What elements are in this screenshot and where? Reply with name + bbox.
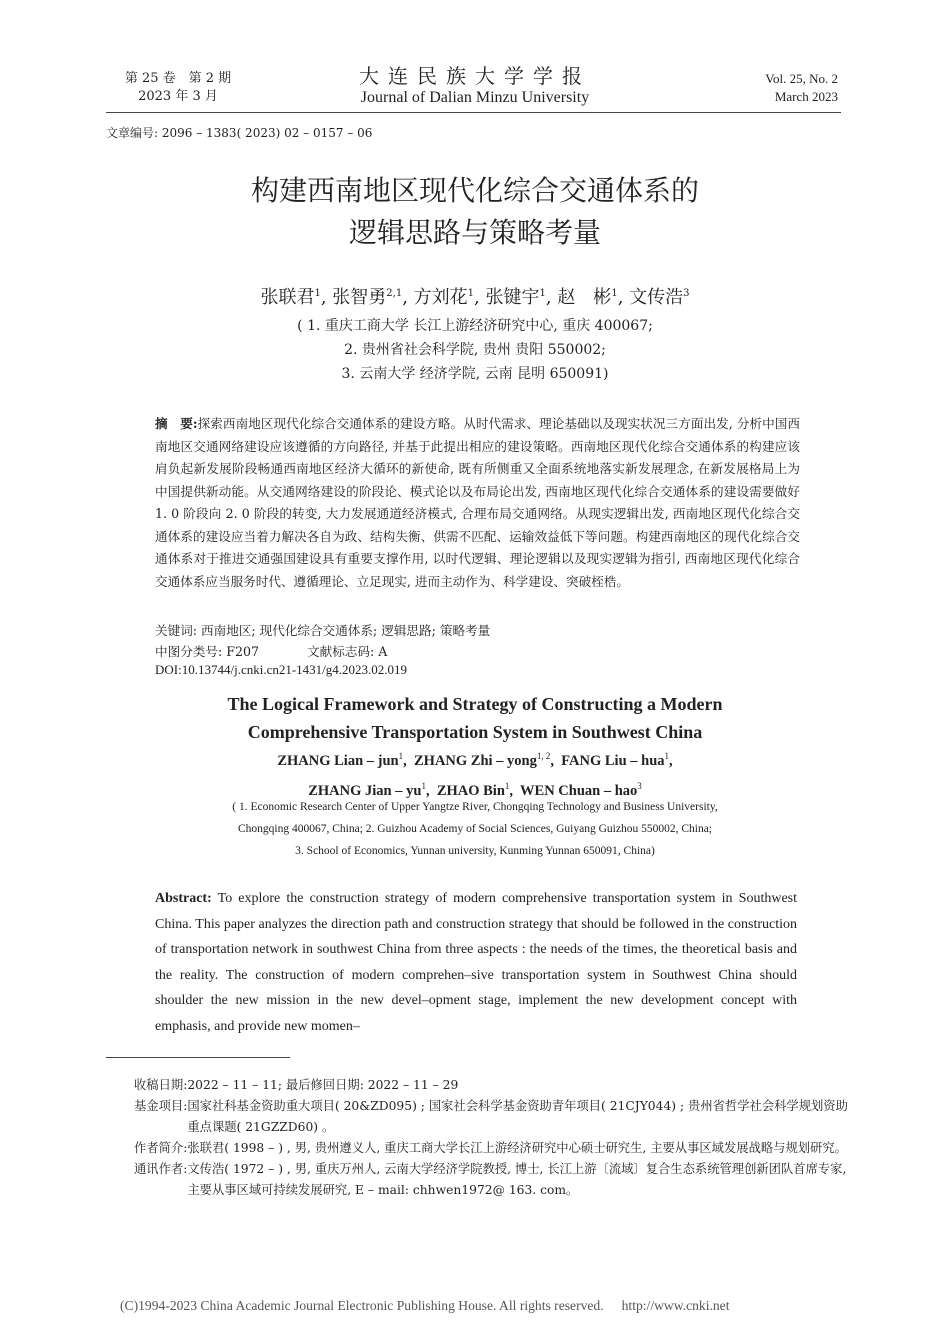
footnote-funding	[134, 1096, 849, 1138]
date-en: March 2023	[774, 89, 838, 104]
author-affil-mark: 1	[539, 288, 546, 299]
footnote-corresponding-author	[134, 1159, 849, 1201]
affiliation-line: 3. 云南大学 经济学院, 云南 昆明 650091)	[341, 366, 609, 382]
author-affil-mark: 3	[683, 288, 690, 299]
author-name: 方刘花	[413, 287, 468, 308]
issue-en: Vol. 25, No. 2	[765, 71, 838, 86]
author-affil-mark: 1	[611, 288, 618, 299]
paper-title-cn	[100, 170, 850, 254]
copyright-text: (C)1994-2023 China Academic Journal Electronic Publishing House. All rights reserved.	[120, 1298, 604, 1313]
author-name: 文传浩	[629, 287, 684, 308]
footnote-key: 通讯作者:	[134, 1162, 188, 1176]
author-name-en: ZHANG Lian – jun	[277, 752, 399, 769]
footnote-value: 张联君( 1998 – ) , 男, 贵州遵义人, 重庆工商大学长江上游经济研究中心硕士研究生, 主要从事区域发展战略与规划研究。	[187, 1141, 847, 1155]
classification-line	[155, 641, 387, 662]
author-name-en: ZHAO Bin	[436, 782, 505, 799]
header-journal	[310, 64, 640, 108]
abstract-en-text: To explore the construction strategy of modern comprehensive transportation system in Southwest China. This paper analyzes the direction path and construction strategy that should be followed in the construction of transportation network in southwest China from three aspects : the needs of the times, the theoretical basis and the reality. The construction of modern comprehen–sive transportation system in Southwest China should shoulder the new mission in the new devel–opment stage, implement the new development concept with emphasis, and provide new momen–	[155, 891, 797, 1034]
author-affil-mark: 1	[314, 288, 321, 299]
footnote-received	[134, 1075, 849, 1096]
abstract-cn-label: 摘 要:	[155, 416, 198, 431]
title-line-2: 逻辑思路与策略考量	[348, 216, 601, 249]
keywords-cn: 关键词: 西南地区; 现代化综合交通体系; 逻辑思路; 策略考量	[155, 623, 491, 638]
abstract-en-label: Abstract:	[155, 891, 212, 906]
footnotes	[134, 1075, 849, 1201]
title-line-1: 构建西南地区现代化综合交通体系的	[250, 174, 699, 207]
affiliations-en	[120, 796, 830, 862]
article-number: 文章编号: 2096 – 1383( 2023) 02 – 0157 – 06	[106, 126, 373, 140]
en-title-line-2: Comprehensive Transportation System in Southwest China	[247, 722, 703, 742]
copyright-url[interactable]: http://www.cnki.net	[621, 1298, 730, 1313]
footnote-rule	[106, 1057, 290, 1058]
en-title-line-1: The Logical Framework and Strategy of Constructing a Modern	[227, 694, 723, 714]
author-affil-mark: 2,1	[386, 288, 403, 299]
affiliation-line: ( 1. 重庆工商大学 长江上游经济研究中心, 重庆 400067;	[297, 318, 653, 334]
author-list-cn: 张联君$^1$, 张智勇$^{2,1}$, 方刘花$^1$, 张键宇$^1$, 赵 彬$^1$, 文传浩$^3$	[260, 287, 690, 308]
author-list-en: ZHANG Lian – jun$^1$, ZHANG Zhi – yong$^{1, 2}$, FANG Liu – hua$^1$, ZHANG Jian – $yu^1$, ZHAO Bin$^1$, WEN Chuan – hao$^3$	[277, 751, 673, 799]
author-name: 张联君	[260, 287, 315, 308]
abstract-cn-text: 探索西南地区现代化综合交通体系的建设方略。从时代需求、理论基础以及现实状况三方面出发, 分析中国西南地区交通网络建设应该遵循的方向路径, 并基于此提出相应的建设策略。西南地区现代化综合交通体系的构建应该肩负起新发展阶段畅通西南地区经济大循环的新使命, 既有所侧重又全面系统地落实新发展理念, 在新发展格局上为中国提供新动能。从交通网络建设的阶段论、模式论以及布局论出发, 西南地区现代化综合交通体系的建设需要做好 1. 0 阶段向 2. 0 阶段的转变, 大力发展通道经济模式, 合理布局交通网络。从现实逻辑出发, 西南地区现代化综合交通体系的建设应当着力解决各自为政、结构失衡、供需不匹配、运输效益低下等问题。构建西南地区的现代化综合交通体系对于推进交通强国建设具有重要支撑作用, 以时代逻辑、理论逻辑以及现实逻辑为指引, 西南地区现代化综合交通体系应当服务时代、遵循理论、立足现实, 进而主动作为、科学建设、突破桎梏。	[155, 416, 800, 589]
en-affiliation-line: 3. School of Economics, Yunnan university, Kunming Yunnan 650091, China)	[295, 845, 655, 857]
author-affil-mark: 1	[467, 288, 475, 299]
abstract-cn	[155, 413, 800, 593]
footnote-value: 文传浩( 1972 – ) , 男, 重庆万州人, 云南大学经济学院教授, 博士, 长江上游〔流域〕复合生态系统管理创新团队首席专家, 主要从事区域可持续发展研究, E – mail: chhwen1972@ 163. com。	[187, 1162, 847, 1197]
author-name: 张智勇	[332, 287, 387, 308]
document-code: 文献标志码: A	[307, 644, 388, 659]
footnote-key: 作者简介:	[134, 1141, 188, 1155]
copyright-notice	[120, 1298, 729, 1314]
footnote-value: 国家社科基金资助重大项目( 20&ZD095) ; 国家社会科学基金资助青年项目( 21CJY044) ; 贵州省哲学社会科学规划资助重点课题( 21GZZD60) 。	[187, 1099, 848, 1134]
author-affil-mark: 1	[421, 780, 426, 791]
journal-name-cn: 大连民族大学学报	[359, 64, 591, 88]
date-cn: 2023 年 3 月	[138, 89, 218, 104]
footnote-key: 收稿日期:	[134, 1078, 188, 1092]
affiliations-cn	[100, 314, 850, 386]
author-affil-mark: 1	[664, 751, 670, 761]
header-issue-cn	[108, 70, 248, 106]
author-name-en: FANG Liu – hua	[561, 752, 665, 769]
author-name-en: WEN Chuan – hao	[520, 782, 638, 799]
journal-name-en: Journal of Dalian Minzu University	[360, 89, 590, 106]
author-name-en: ZHANG Zhi – yong	[414, 752, 537, 769]
author-affil-mark: 1	[398, 751, 404, 761]
footnote-key: 基金项目:	[134, 1099, 188, 1113]
author-name: 赵 彬	[557, 287, 612, 308]
paper-title-en	[100, 690, 850, 746]
author-affil-mark: 1, 2	[536, 751, 551, 761]
abstract-en	[155, 886, 797, 1039]
author-affil-mark: 3	[637, 780, 642, 791]
doi[interactable]: DOI:10.13744/j.cnki.cn21-1431/g4.2023.02.019	[155, 662, 408, 677]
author-affil-mark: 1	[504, 780, 510, 791]
footnote-value: 2022 – 11 – 11; 最后修回日期: 2022 – 11 – 29	[187, 1078, 459, 1092]
author-name-en: ZHANG Jian – yu	[308, 782, 422, 799]
header-issue-en	[765, 70, 838, 106]
en-affiliation-line: Chongqing 400067, China; 2. Guizhou Academy of Social Sciences, Guiyang Guizhou 550002, China;	[238, 823, 712, 835]
affiliation-line: 2. 贵州省社会科学院, 贵州 贵阳 550002;	[344, 342, 606, 358]
issue-cn: 第 25 卷 第 2 期	[124, 71, 232, 86]
en-affiliation-line: ( 1. Economic Research Center of Upper Yangtze River, Chongqing Technology and Business University,	[232, 801, 718, 813]
footnote-author-bio	[134, 1138, 849, 1159]
author-name: 张键宇	[485, 287, 540, 308]
header-rule	[106, 112, 841, 113]
clc-number: 中图分类号: F207	[155, 644, 259, 659]
